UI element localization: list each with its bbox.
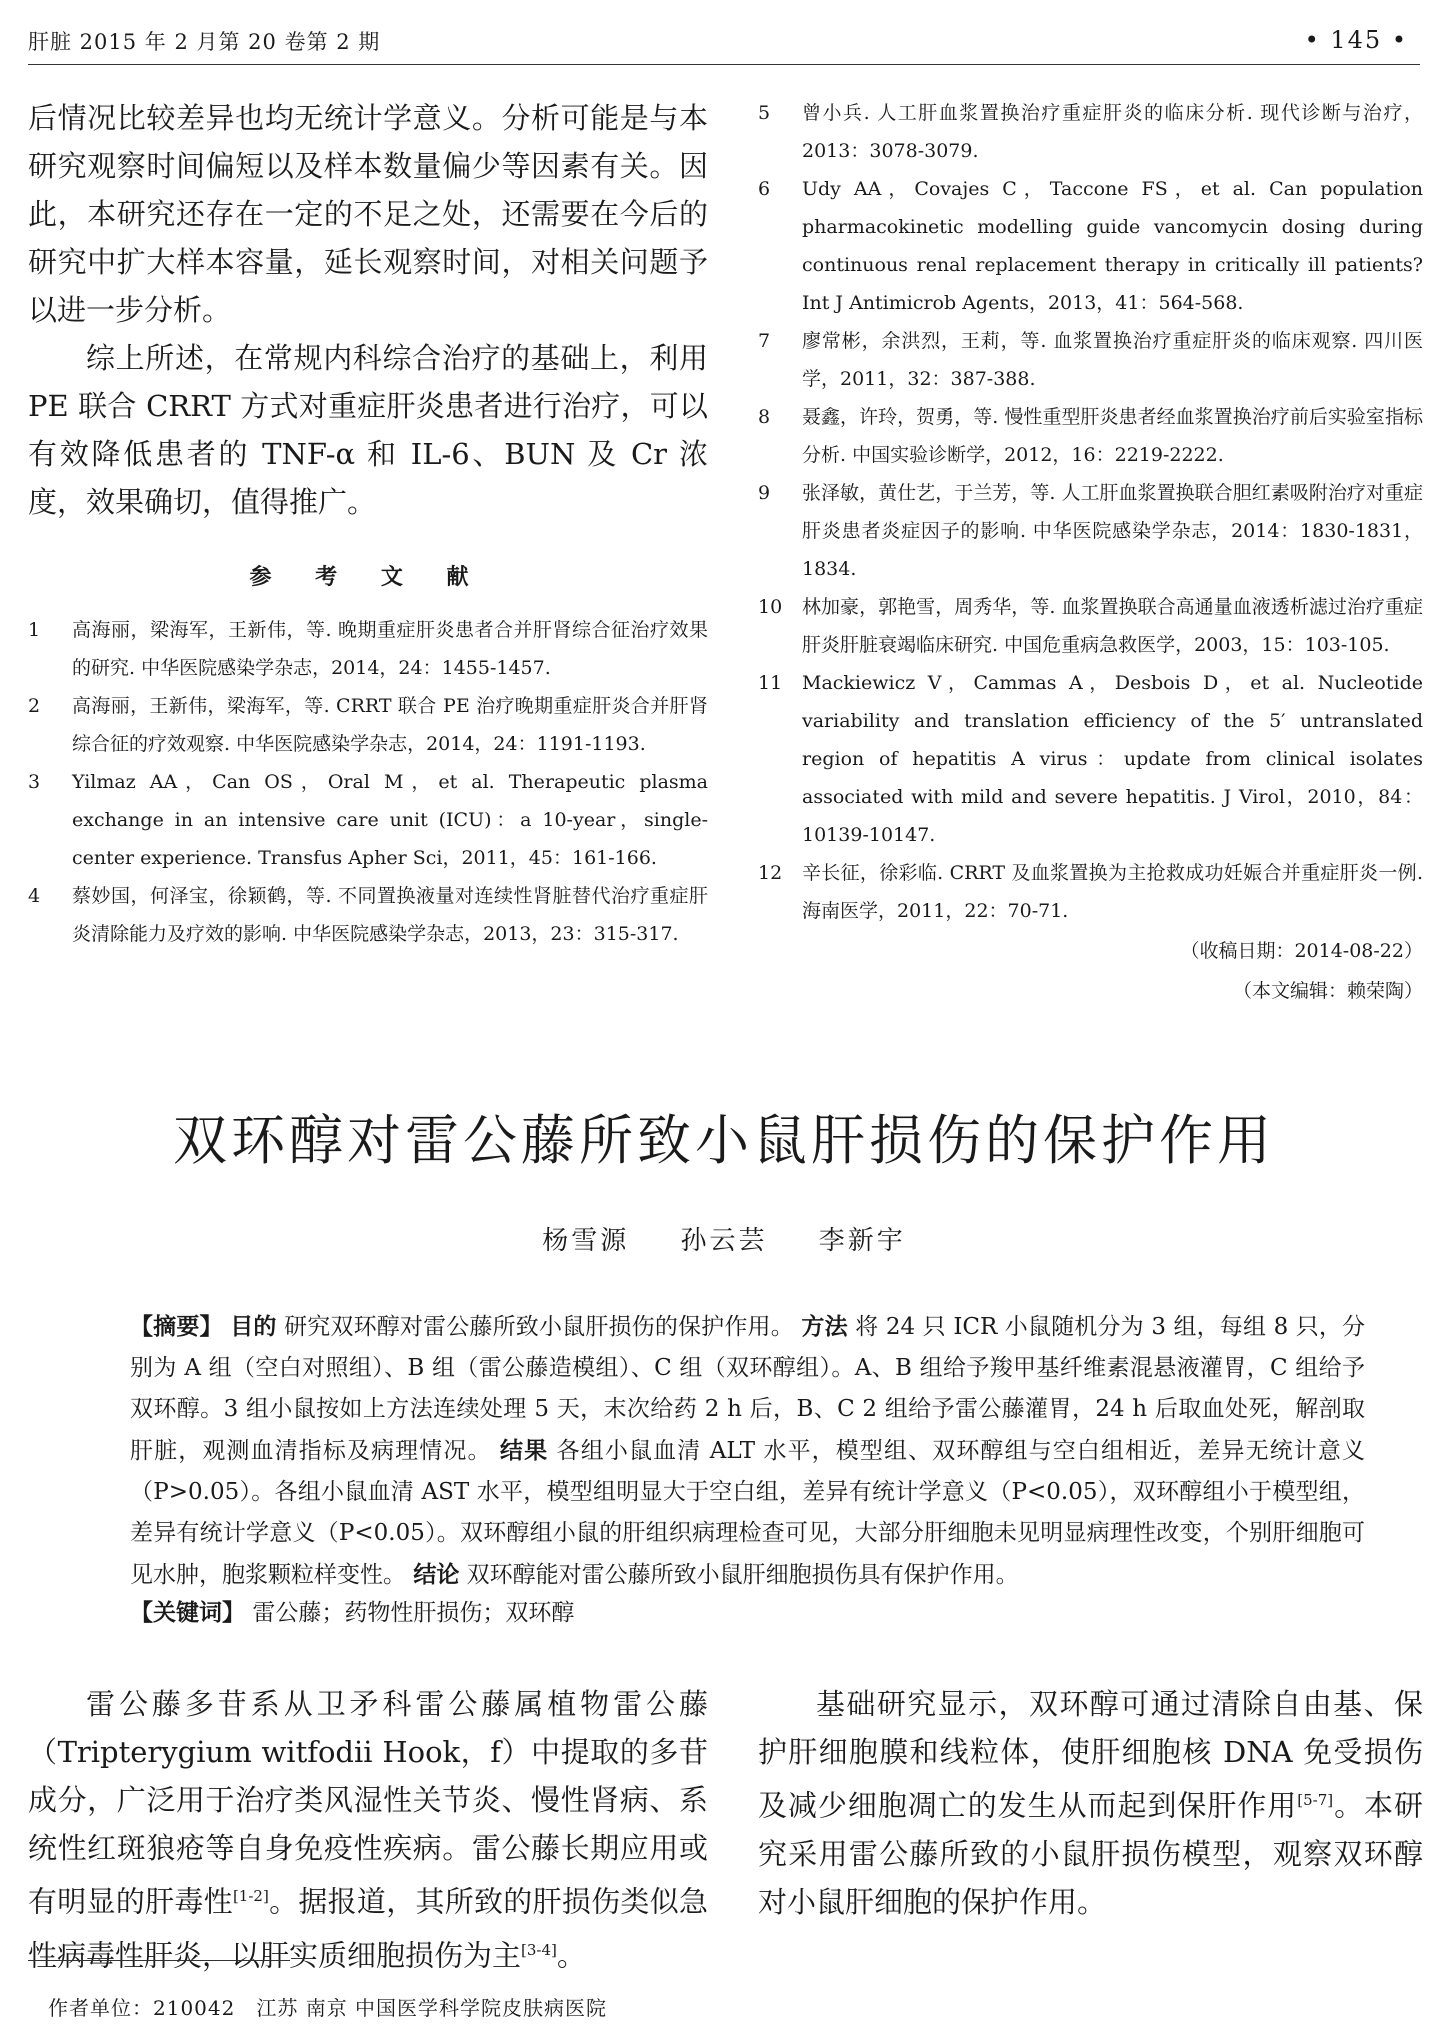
author-name: 李新宇 bbox=[818, 1226, 906, 1256]
article-right-column bbox=[758, 1680, 1423, 1926]
reference-text: 林加豪，郭艳雪，周秀华，等. 血浆置换联合高通量血液透析滤过治疗重症肝炎肝脏衰竭临床研究. 中国危重病急救医学，2003，15：103-105. bbox=[802, 596, 1423, 656]
reference-number: 3 bbox=[28, 771, 41, 793]
reference-item bbox=[758, 170, 1423, 322]
conclusion-label: 结论 bbox=[413, 1561, 460, 1588]
reference-number: 4 bbox=[28, 885, 41, 907]
reference-number: 5 bbox=[758, 102, 771, 124]
purpose-text: 研究双环醇对雷公藤所致小鼠肝损伤的保护作用。 bbox=[284, 1314, 794, 1340]
reference-text: 蔡妙国，何泽宝，徐颖鹤，等. 不同置换液量对连续性肾脏替代治疗重症肝炎清除能力及疗效的影响. 中华医院感染学杂志，2013，23：315-317. bbox=[72, 885, 708, 945]
intro-text: 。 bbox=[556, 1938, 586, 1973]
conclusion-text: 双环醇能对雷公藤所致小鼠肝细胞损伤具有保护作用。 bbox=[466, 1562, 1019, 1588]
reference-text: 张泽敏，黄仕艺，于兰芳，等. 人工肝血浆置换联合胆红素吸附治疗对重症肝炎患者炎症因子的影响. 中华医院感染学杂志，2014：1830-1831，1834. bbox=[802, 482, 1423, 580]
header-rule bbox=[28, 64, 1420, 65]
results-text: 各组小鼠血清 ALT 水平，模型组、双环醇组与空白组相近，差异无统计意义（P>0.05）。各组小鼠血清 AST 水平，模型组明显大于空白组，差异有统计学意义（P<0.05），双环醇组小于模型组，差异有统计学意义（P<0.05）。双环醇组小鼠的肝组织病理检查可见，大部分肝细胞未见明显病理性改变，个别肝细胞可见水肿，胞浆颗粒样变性。 bbox=[130, 1438, 1366, 1588]
methods-text: 将 24 只 ICR 小鼠随机分为 3 组，每组 8 只，分别为 A 组（空白对照组）、B 组（雷公藤造模组）、C 组（双环醇组）。A、B 组给予羧甲基纤维素混悬液灌胃，C 组给予双环醇。3 组小鼠按如上方法连续处理 5 天，末次给药 2 h 后，B、C 2 组给予雷公藤灌胃，24 h 后取血处死，解剖取肝脏，观测血清指标及病理情况。 bbox=[130, 1314, 1366, 1464]
journal-header: 肝脏 2015 年 2 月第 20 卷第 2 期 bbox=[28, 30, 381, 54]
reference-item bbox=[758, 398, 1423, 474]
reference-number: 7 bbox=[758, 330, 771, 352]
reference-text: Udy AA，Covajes C，Taccone FS，et al. Can population pharmacokinetic modelling guide vancomycin dosing during continuous renal replacement therapy in critically ill patients? Int J Antimicrob Agents，2013，41：564-568. bbox=[802, 178, 1423, 314]
reference-text: 高海丽，王新伟，梁海军，等. CRRT 联合 PE 治疗晚期重症肝炎合并肝肾综合征的疗效观察. 中华医院感染学杂志，2014，24：1191-1193. bbox=[72, 695, 708, 755]
author-affiliation: 作者单位：210042 江苏 南京 中国医学科学院皮肤病医院 bbox=[48, 1996, 608, 2020]
reference-number: 10 bbox=[758, 596, 783, 618]
reference-number: 8 bbox=[758, 406, 771, 428]
reference-text: Yilmaz AA，Can OS，Oral M，et al. Therapeutic plasma exchange in an intensive care unit (ICU)：a 10-year，single-center experience. Transfus Apher Sci，2011，45：161-166. bbox=[72, 771, 708, 869]
article-left-column bbox=[28, 1680, 708, 1979]
reference-number: 6 bbox=[758, 178, 771, 200]
prev-article-left-column bbox=[28, 94, 708, 953]
reference-text: 辛长征，徐彩临. CRRT 及血浆置换为主抢救成功妊娠合并重症肝炎一例. 海南医学，2011，22：70-71. bbox=[802, 862, 1423, 922]
reference-item bbox=[758, 94, 1423, 170]
reference-item bbox=[28, 611, 708, 687]
editor-credit: （本文编辑：赖荣陶） bbox=[1232, 980, 1423, 1002]
intro-text: 雷公藤多苷系从卫矛科雷公藤属植物雷公藤（Tripterygium witfodii Hook，f）中提取的多苷成分，广泛用于治疗类风湿性关节炎、慢性肾病、系统性红斑狼疮等自身免疫性疾病。雷公藤长期应用或有明显的肝毒性 bbox=[28, 1687, 708, 1919]
reference-text: Mackiewicz V，Cammas A，Desbois D，et al. Nucleotide variability and translation efficiency of the 5′ untranslated region of hepatitis A virus：update from clinical isolates associated with mild and severe hepatitis. J Virol，2010，84：10139-10147. bbox=[802, 672, 1423, 846]
reference-number: 12 bbox=[758, 862, 783, 884]
author-name: 孙云芸 bbox=[680, 1226, 768, 1256]
abstract bbox=[130, 1306, 1365, 1596]
reference-number: 11 bbox=[758, 672, 783, 694]
purpose-label: 目的 bbox=[230, 1313, 277, 1340]
keywords-label: 【关键词】 bbox=[130, 1599, 245, 1626]
reference-item bbox=[28, 763, 708, 877]
reference-item bbox=[758, 854, 1423, 930]
reference-number: 9 bbox=[758, 482, 771, 504]
page-number: • 145 • bbox=[1304, 26, 1408, 54]
methods-label: 方法 bbox=[801, 1313, 848, 1340]
article-title: 双环醇对雷公藤所致小鼠肝损伤的保护作用 bbox=[173, 1109, 1275, 1172]
intro-paragraph-1 bbox=[28, 1680, 708, 1979]
abstract-label: 【摘要】 bbox=[130, 1313, 223, 1340]
reference-text: 聂鑫，许玲，贺勇，等. 慢性重型肝炎患者经血浆置换治疗前后实验室指标分析. 中国实验诊断学，2012，16：2219-2222. bbox=[802, 406, 1423, 466]
reference-text: 高海丽，梁海军，王新伟，等. 晚期重症肝炎患者合并肝肾综合征治疗效果的研究. 中华医院感染学杂志，2014，24：1455-1457. bbox=[72, 619, 708, 679]
reference-item bbox=[758, 322, 1423, 398]
reference-item bbox=[758, 664, 1423, 854]
citation: [1-2] bbox=[232, 1887, 269, 1905]
prev-paragraph-1: 后情况比较差异也均无统计学意义。分析可能是与本研究观察时间偏短以及样本数量偏少等因素有关。因此，本研究还存在一定的不足之处，还需要在今后的研究中扩大样本容量，延长观察时间，对相关问题予以进一步分析。 bbox=[28, 101, 708, 327]
reference-number: 2 bbox=[28, 695, 41, 717]
author-list bbox=[0, 1220, 1448, 1257]
reference-item bbox=[758, 474, 1423, 588]
citation: [3-4] bbox=[521, 1940, 557, 1959]
intro-paragraph-2 bbox=[758, 1680, 1423, 1926]
keywords bbox=[130, 1592, 1365, 1634]
prev-article-right-column bbox=[758, 94, 1423, 1010]
footnote-rule bbox=[28, 1960, 290, 1961]
intro-text: 。本研究采用雷公藤所致的小鼠肝损伤模型，观察双环醇对小鼠肝细胞的保护作用。 bbox=[758, 1788, 1423, 1919]
results-label: 结果 bbox=[500, 1437, 549, 1464]
reference-text: 曾小兵. 人工肝血浆置换治疗重症肝炎的临床分析. 现代诊断与治疗，2013：3078-3079. bbox=[802, 102, 1423, 162]
keywords-text: 雷公藤；药物性肝损伤；双环醇 bbox=[252, 1600, 575, 1626]
intro-text: 基础研究显示，双环醇可通过清除自由基、保护肝细胞膜和线粒体，使肝细胞核 DNA 免受损伤及减少细胞凋亡的发生从而起到保肝作用 bbox=[758, 1687, 1423, 1823]
reference-item bbox=[28, 877, 708, 953]
reference-item bbox=[758, 588, 1423, 664]
received-date: （收稿日期：2014-08-22） bbox=[1180, 940, 1423, 962]
references-heading: 参 考 文 献 bbox=[249, 564, 487, 590]
author-name: 杨雪源 bbox=[542, 1226, 630, 1256]
reference-item bbox=[28, 687, 708, 763]
prev-paragraph-2: 综上所述，在常规内科综合治疗的基础上，利用PE 联合 CRRT 方式对重症肝炎患者进行治疗，可以有效降低患者的 TNF-α 和 IL-6、BUN 及 Cr 浓度，效果确切，值得推广。 bbox=[28, 341, 708, 519]
reference-text: 廖常彬，余洪烈，王莉，等. 血浆置换治疗重症肝炎的临床观察. 四川医学，2011，32：387-388. bbox=[802, 330, 1423, 390]
intro-text: 。据报道，其所致的肝损伤类似急性病毒性肝炎，以肝实质细胞损伤为主 bbox=[28, 1884, 708, 1973]
citation: [5-7] bbox=[1297, 1791, 1334, 1809]
reference-number: 1 bbox=[28, 619, 41, 641]
